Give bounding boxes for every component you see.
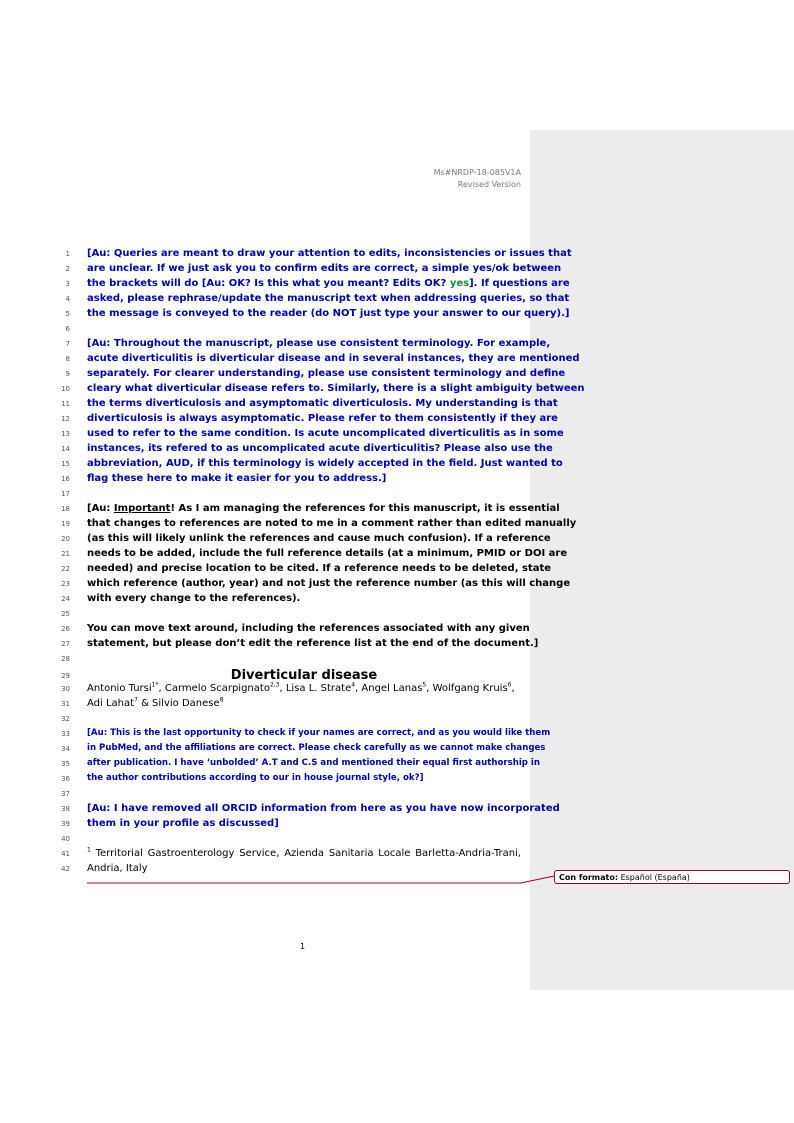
- text-segment: You can move text around, including the references associated with any given: [87, 623, 530, 634]
- line-number: 38: [61, 805, 70, 813]
- text-segment: ! As I am managing the references for this manuscript, it is essential: [170, 503, 560, 514]
- line-number: 28: [61, 655, 70, 663]
- line-number: 26: [61, 625, 70, 633]
- text-segment: used to refer to the same condition. Is acute uncomplicated diverticulitis as in some: [87, 428, 564, 439]
- line-number: 1: [65, 250, 70, 258]
- text-segment: , Angel Lanas: [355, 683, 423, 694]
- comment-value: Español (España): [618, 873, 690, 882]
- text-segment: [Au: Throughout the manuscript, please use consistent terminology. For example,: [87, 338, 551, 349]
- page-number: 1: [300, 942, 306, 951]
- text-segment: are unclear. If we just ask you to confirm edits are correct, a simple yes/ok between: [87, 263, 562, 274]
- line-number: 6: [65, 325, 70, 333]
- text-segment: the terms diverticulosis and asymptomatic diverticulosis. My understanding is that: [87, 398, 558, 409]
- line-number: 17: [61, 490, 70, 498]
- line-number: 8: [65, 355, 70, 363]
- superscript: 8: [219, 696, 224, 704]
- text-segment: & Silvio Danese: [137, 698, 220, 709]
- line-number: 20: [61, 535, 70, 543]
- line-number: 16: [61, 475, 70, 483]
- text-segment: [Au: Queries are meant to draw your attention to edits, inconsistencies or issues that: [87, 248, 572, 259]
- line-number: 24: [61, 595, 70, 603]
- superscript: 4: [351, 681, 356, 689]
- text-segment: them in your profile as discussed]: [87, 818, 279, 829]
- text-segment: Andria, Italy: [87, 863, 148, 874]
- line-number: 2: [65, 265, 70, 273]
- line-number: 7: [65, 340, 70, 348]
- line-number: 19: [61, 520, 70, 528]
- line-number: 9: [65, 370, 70, 378]
- line-number: 13: [61, 430, 70, 438]
- line-number: 14: [61, 445, 70, 453]
- line-number: 33: [61, 730, 70, 738]
- text-segment: needed) and precise location to be cited. If a reference needs to be deleted, state: [87, 563, 552, 574]
- text-segment: after publication. I have ‘unbolded’ A.T and C.S and mentioned their equal first authorship in: [87, 758, 540, 768]
- superscript: 5: [422, 681, 427, 689]
- text-segment: [Au: I have removed all ORCID information from here as you have now incorporated: [87, 803, 560, 814]
- text-segment: , Carmelo Scarpignato: [158, 683, 270, 694]
- superscript: 2,3: [269, 681, 280, 689]
- text-segment: [Au:: [87, 503, 114, 514]
- text-segment: the message is conveyed to the reader (do NOT just type your answer to our query).]: [87, 308, 570, 319]
- line-number: 12: [61, 415, 70, 423]
- comment-label: Con formato:: [559, 873, 619, 882]
- line-number: 22: [61, 565, 70, 573]
- text-segment: separately. For clearer understanding, please use consistent terminology and define: [87, 368, 566, 379]
- line-number: 30: [61, 685, 70, 693]
- line-number: 21: [61, 550, 70, 558]
- text-segment: in PubMed, and the affiliations are correct. Please check carefully as we cannot make changes: [87, 743, 546, 753]
- text-segment: flag these here to make it easier for you to address.]: [87, 473, 387, 484]
- text-segment: Antonio Tursi: [87, 683, 152, 694]
- text-segment: with every change to the references).: [87, 593, 301, 604]
- text-segment: statement, but please don’t edit the reference list at the end of the document.]: [87, 638, 539, 649]
- line-number: 42: [61, 865, 70, 873]
- text-segment: [Au: This is the last opportunity to check if your names are correct, and as you would like them: [87, 728, 551, 738]
- line-number: 32: [61, 715, 70, 723]
- line-number: 3: [65, 280, 70, 288]
- line-number: 40: [61, 835, 70, 843]
- text-segment: Territorial Gastroenterology Service, Azienda Sanitaria Locale Barletta-Andria-Trani,: [90, 848, 521, 859]
- text-segment: , Lisa L. Strate: [279, 683, 352, 694]
- text-segment: Important: [113, 503, 171, 514]
- text-segment: Diverticular disease: [230, 668, 378, 683]
- text-segment: abbreviation, AUD, if this terminology is widely accepted in the field. Just wanted to: [87, 458, 563, 469]
- line-number: 36: [61, 775, 70, 783]
- text-segment: the brackets will do [Au: OK? Is this what you meant? Edits OK?: [87, 278, 450, 289]
- text-segment: needs to be added, include the full reference details (at a minimum, PMID or DOI are: [87, 548, 568, 559]
- line-number: 41: [61, 850, 70, 858]
- line-number: 27: [61, 640, 70, 648]
- superscript: 1: [87, 846, 91, 854]
- text-segment: ]. If questions are: [469, 278, 570, 289]
- text-segment: Adi Lahat: [87, 698, 135, 709]
- line-number: 4: [65, 295, 70, 303]
- text-segment: which reference (author, year) and not just the reference number (as this will change: [87, 578, 571, 589]
- manuscript-id: Ms#NRDP-18-085V1A: [433, 168, 521, 177]
- text-segment: acute diverticulitis is diverticular disease and in several instances, they are mentioned: [87, 353, 580, 364]
- text-segment: , Wolfgang Kruis: [426, 683, 508, 694]
- text-segment: cleary what diverticular disease refers to. Similarly, there is a slight ambiguity between: [87, 383, 585, 394]
- text-segment: ,: [511, 683, 515, 694]
- text-segment: yes: [449, 278, 470, 289]
- text-segment: the author contributions according to our in house journal style, ok?]: [87, 773, 424, 783]
- line-number: 39: [61, 820, 70, 828]
- line-number: 18: [61, 505, 70, 513]
- line-number: 23: [61, 580, 70, 588]
- text-segment: that changes to references are noted to me in a comment rather than edited manually: [87, 518, 577, 529]
- text-segment: asked, please rephrase/update the manuscript text when addressing queries, so that: [87, 293, 570, 304]
- format-change-comment[interactable]: [554, 870, 790, 884]
- text-segment: instances, its refered to as uncomplicated acute diverticulitis? Please also use the: [87, 443, 553, 454]
- line-number: 31: [61, 700, 70, 708]
- line-number: 11: [61, 400, 70, 408]
- superscript: 1*: [151, 681, 159, 689]
- text-segment: (as this will likely unlink the references and cause much confusion). If a reference: [87, 533, 551, 544]
- text-segment: diverticulosis is always asymptomatic. Please refer to them consistently if they are: [87, 413, 558, 424]
- line-number: 34: [61, 745, 70, 753]
- line-number: 37: [61, 790, 70, 798]
- superscript: 6: [507, 681, 512, 689]
- line-number: 10: [61, 385, 70, 393]
- line-number: 25: [61, 610, 70, 618]
- line-number: 5: [65, 310, 70, 318]
- superscript: 7: [134, 696, 138, 704]
- line-number: 29: [61, 672, 70, 680]
- line-number: 15: [61, 460, 70, 468]
- line-number: 35: [61, 760, 70, 768]
- manuscript-version: Revised Version: [457, 180, 521, 189]
